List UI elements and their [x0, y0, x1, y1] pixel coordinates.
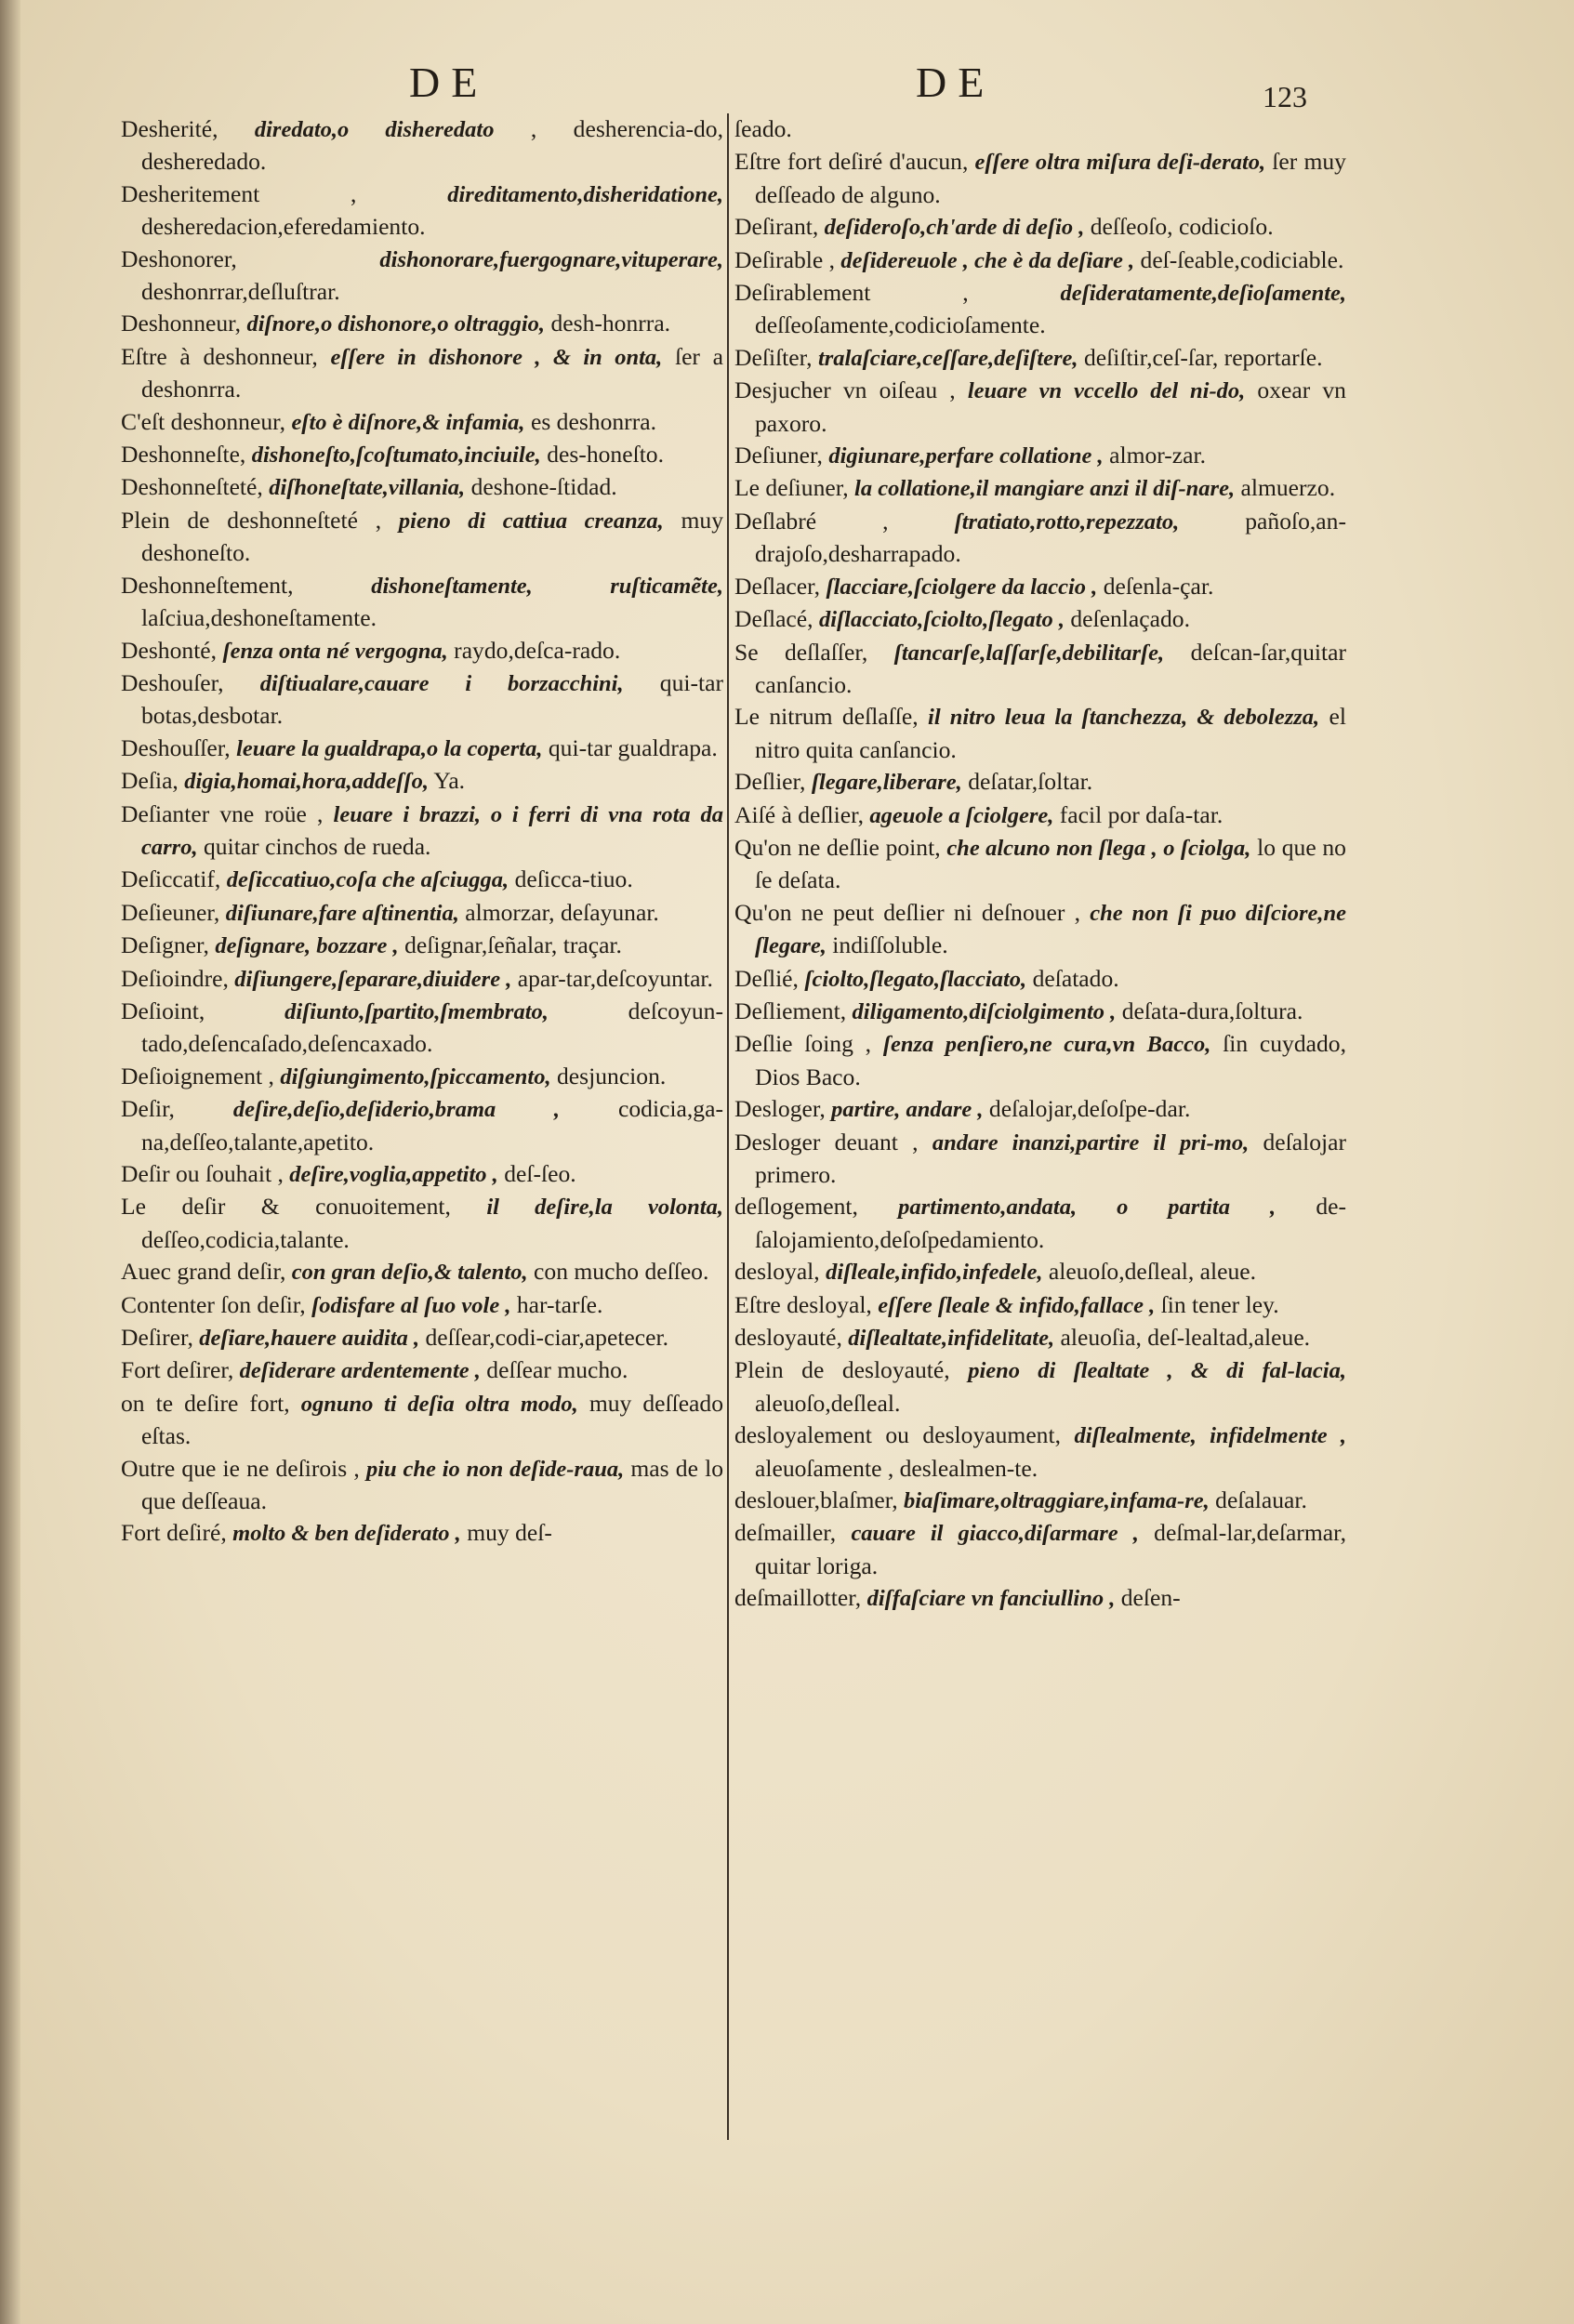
headword: Deſlie ſoing , [734, 1030, 872, 1058]
spanish-gloss: desjuncion. [557, 1062, 667, 1089]
spanish-gloss: deſata-dura,ſoltura. [1121, 997, 1303, 1024]
spanish-gloss: almor-zar. [1109, 442, 1207, 469]
headword: Deſirablement , [734, 279, 969, 307]
spanish-gloss: es deshonrra. [530, 407, 656, 435]
italian-gloss: diſlacciato,ſciolto,ſlegato , [818, 607, 1065, 633]
italian-gloss: ſtratiato,rotto,repezzato, [954, 508, 1180, 535]
italian-gloss: il deſire,la volonta, [486, 1195, 723, 1221]
spanish-gloss: deſcoyun-tado,deſencaſado,deſencaxado. [141, 997, 723, 1058]
headword: Deshonté, [121, 636, 218, 664]
dictionary-entry [734, 1354, 1346, 1419]
headword: deslouer,blaſmer, [734, 1486, 898, 1514]
headword: on te deſire fort, [121, 1389, 290, 1417]
headword: Deſirer, [121, 1324, 193, 1352]
italian-gloss: partire, andare , [831, 1097, 984, 1123]
italian-gloss: diſgiungimento,ſpiccamento, [280, 1063, 551, 1089]
italian-gloss: ageuole a ſciolgere, [869, 802, 1054, 828]
spanish-gloss: codicia,ga-na,deſſeo,talante,apetito. [141, 1095, 723, 1155]
headword: Deſir ou ſouhait , [121, 1160, 284, 1187]
headword: Deshonneſteté, [121, 473, 263, 501]
dictionary-entry [734, 963, 1346, 996]
italian-gloss: eſſere in dishonore , & in onta, [330, 344, 663, 370]
spanish-gloss: muy deſſeado eſtas. [141, 1389, 724, 1450]
left-column [121, 113, 723, 1551]
spanish-gloss: ſeado. [734, 115, 792, 142]
dictionary-entry [734, 440, 1346, 472]
headword: Le nitrum deſlaſſe, [734, 703, 919, 731]
spanish-gloss: con mucho deſſeo. [534, 1258, 709, 1286]
headword: Deshonneſtement, [121, 571, 294, 599]
italian-gloss: deſidereuole , che è da deſiare , [840, 247, 1135, 273]
spanish-gloss: deſſeoſamente,codicioſamente. [755, 311, 1046, 339]
headword: Aiſé à deſlier, [734, 800, 864, 828]
headword: Outre que ie ne deſirois , [121, 1454, 360, 1482]
italian-gloss: ſenza onta né vergogna, [222, 638, 448, 664]
italian-gloss: digia,homai,hora,addeſſo, [184, 769, 429, 795]
headword: Le deſiuner, [734, 474, 849, 502]
spanish-gloss: deſ-ſeo. [504, 1160, 576, 1187]
spanish-gloss: deſſeoſo, codicioſo. [1090, 213, 1274, 241]
italian-gloss: piu che io non deſide-raua, [365, 1456, 625, 1482]
italian-gloss: direditamento,disheridatione, [447, 181, 723, 207]
dictionary-entry [734, 113, 1346, 146]
dictionary-entry [121, 930, 723, 962]
spanish-gloss: deſſeo,codicia,talante. [141, 1225, 350, 1253]
dictionary-entry [121, 733, 723, 765]
headword: Deſlier, [734, 768, 806, 796]
italian-gloss: diligamento,diſciolgimento , [852, 998, 1117, 1024]
italian-gloss: diſiunto,ſpartito,ſmembrato, [284, 998, 549, 1024]
spanish-gloss: deſ-ſeable,codiciable. [1140, 245, 1344, 273]
italian-gloss: leuare i brazzi, o i ferri di vna rota da carro, [141, 801, 723, 860]
spanish-gloss: deſalauar. [1215, 1486, 1307, 1514]
italian-gloss: che non ſi puo diſciore,ne ſlegare, [755, 900, 1346, 959]
dictionary-entry [734, 342, 1346, 375]
dictionary-entry [121, 1289, 723, 1322]
italian-gloss: deſire,voglia,appetito , [289, 1162, 498, 1187]
spanish-gloss: deſalojar,deſoſpe-dar. [988, 1095, 1191, 1123]
headword: Deſioint, [121, 997, 205, 1024]
spanish-gloss: almuerzo. [1240, 474, 1336, 502]
headword: desloyalement ou desloyaument, [734, 1421, 1061, 1449]
italian-gloss: diſfaſciare vn fanciullino , [866, 1586, 1116, 1612]
dictionary-entry [121, 1322, 723, 1354]
dictionary-entry [121, 635, 723, 667]
italian-gloss: il nitro leua la ſtanchezza, & debolezza, [928, 705, 1320, 731]
headword: Plein de deshonneſteté , [121, 506, 382, 534]
italian-gloss: deſiderare ardentemente , [239, 1358, 481, 1384]
headword: Deſliement, [734, 997, 847, 1024]
italian-gloss: che alcuno non ſlega , o ſciolga, [946, 835, 1251, 861]
italian-gloss: diſnore,o dishonore,o oltraggio, [246, 311, 546, 337]
headword: Auec grand deſir, [121, 1258, 286, 1286]
spanish-gloss: deſicca-tiuo. [514, 865, 633, 893]
spanish-gloss: deſatado. [1032, 964, 1119, 992]
dictionary-entry [121, 308, 723, 340]
italian-gloss: ognuno ti deſia oltra modo, [300, 1391, 578, 1417]
spanish-gloss: quitar cinchos de rueda. [203, 832, 431, 860]
headword: Deſirable , [734, 245, 836, 273]
headword: Plein de desloyauté, [734, 1356, 950, 1384]
headword: Eſtre à deshonneur, [121, 342, 318, 370]
headword: Desheritement , [121, 179, 357, 207]
spanish-gloss: desh-honrra. [550, 310, 671, 337]
headword: Deſlacer, [734, 572, 821, 600]
italian-gloss: andare inanzi,partire il pri-mo, [932, 1129, 1250, 1155]
dictionary-entry [734, 637, 1346, 702]
dictionary-entry [121, 799, 723, 865]
italian-gloss: leuare la gualdrapa,o la coperta, [236, 735, 543, 761]
column-divider [727, 113, 729, 2140]
dictionary-entry [734, 1028, 1346, 1093]
dictionary-entry [121, 113, 723, 178]
italian-gloss: deſideratamente,deſioſamente, [1060, 281, 1346, 307]
headword: Deſlacé, [734, 605, 813, 633]
headword: Deshonneur, [121, 310, 242, 337]
spanish-gloss: ſer a deshonrra. [141, 342, 723, 403]
spanish-gloss: des-honeſto. [547, 441, 664, 469]
dictionary-entry [734, 146, 1346, 211]
spanish-gloss: Ya. [433, 767, 466, 795]
dictionary-entry [121, 1354, 723, 1387]
spanish-gloss: laſciua,deshoneſtamente. [141, 604, 377, 632]
dictionary-entry [121, 1256, 723, 1288]
dictionary-entry [734, 1322, 1346, 1354]
dictionary-entry [734, 603, 1346, 636]
spanish-gloss: pañoſo,an-drajoſo,desharrapado. [755, 507, 1346, 568]
headword: Qu'on ne deſlie point, [734, 833, 941, 861]
spanish-gloss: aleuoſia, deſ-lealtad,aleue. [1060, 1324, 1311, 1352]
dictionary-entry [121, 471, 723, 504]
dictionary-entry [734, 1582, 1346, 1615]
spanish-gloss: aleuoſo,deſleal. [755, 1389, 901, 1417]
italian-gloss: con gran deſio,& talento, [291, 1260, 528, 1286]
italian-gloss: dishoneſto,ſcoſtumato,inciuile, [251, 442, 541, 469]
italian-gloss: deſiccatiuo,coſa che aſciugga, [226, 867, 509, 893]
italian-gloss: diſtiualare,cauare i borzacchini, [259, 670, 624, 696]
italian-gloss: ſlacciare,ſciolgere da laccio , [826, 574, 1098, 600]
headword: deſlogement, [734, 1193, 858, 1221]
spanish-gloss: deſatar,ſoltar. [968, 768, 1093, 796]
headword: deſmailler, [734, 1519, 837, 1547]
spanish-gloss: deſſear mucho. [486, 1356, 628, 1384]
headword: Se deſlaſſer, [734, 638, 868, 666]
headword: Deſiccatif, [121, 865, 221, 893]
spanish-gloss: el nitro quita canſancio. [755, 703, 1347, 763]
spanish-gloss: ſin tener ley. [1160, 1290, 1279, 1318]
italian-gloss: deſiare,hauere auidita , [199, 1326, 420, 1352]
headword: Desjucher vn oiſeau , [734, 376, 956, 404]
dictionary-entry [121, 1158, 723, 1191]
spanish-gloss: deſenla-çar. [1103, 572, 1214, 600]
headword: Deſirant, [734, 213, 819, 241]
italian-gloss: deſignare, bozzare , [215, 933, 399, 959]
dictionary-entry [121, 963, 723, 996]
italian-gloss: tralaſciare,ceſſare,deſiſtere, [817, 345, 1078, 371]
dictionary-entry [121, 864, 723, 896]
headword: Deshonorer, [121, 244, 237, 272]
dictionary-entry [121, 406, 723, 439]
spanish-gloss: ſer muy deſſeado de alguno. [755, 148, 1346, 208]
dictionary-entry [121, 341, 723, 406]
spanish-gloss: lo que no ſe deſata. [755, 833, 1346, 894]
spanish-gloss: deſmal-lar,deſarmar, quitar loriga. [755, 1519, 1346, 1579]
dictionary-entry [734, 766, 1346, 799]
italian-gloss: ſenza penſiero,ne cura,vn Bacco, [882, 1032, 1211, 1058]
headword: Qu'on ne peut deſlier ni deſnouer , [734, 898, 1081, 926]
spanish-gloss: deſignar,ſeñalar, traçar. [404, 931, 622, 959]
dictionary-entry [734, 472, 1346, 505]
spanish-gloss: indiſſoluble. [832, 931, 948, 959]
headword: Deſiuner, [734, 442, 823, 469]
dictionary-entry [734, 1093, 1346, 1126]
spanish-gloss: qui-tar botas,desbotar. [141, 668, 723, 730]
italian-gloss: pieno di cattiua creanza, [398, 508, 664, 534]
dictionary-entry [121, 1453, 723, 1518]
spanish-gloss: desheredacion,eferedamiento. [141, 213, 426, 241]
headword: Deſiſter, [734, 343, 813, 371]
headword: Desloger deuant , [734, 1128, 919, 1155]
right-column [734, 113, 1346, 1616]
page-edge-shadow [0, 0, 20, 2324]
dictionary-entry [734, 1485, 1346, 1517]
spanish-gloss: muy deſ- [467, 1519, 552, 1547]
italian-gloss: dishonorare,fuergognare,vituperare, [379, 246, 723, 272]
dictionary-entry [121, 439, 723, 471]
headword: Desloger, [734, 1095, 826, 1123]
dictionary-entry [121, 667, 723, 733]
dictionary-entry [121, 244, 723, 309]
spanish-gloss: muy deshoneſto. [141, 506, 723, 567]
dictionary-entry [734, 832, 1346, 897]
dictionary-entry [734, 1419, 1346, 1485]
spanish-gloss: oxear vn paxoro. [755, 376, 1346, 437]
headword: Deſir, [121, 1095, 175, 1123]
italian-gloss: eſſere oltra miſura deſi-derato, [974, 150, 1266, 176]
italian-gloss: diſiungere,ſeparare,diuidere , [234, 966, 512, 992]
spanish-gloss: aleuoſo,deſleal, aleue. [1048, 1258, 1257, 1286]
italian-gloss: diſleale,infido,infedele, [826, 1260, 1043, 1286]
headword: Deshouſer, [121, 668, 224, 696]
dictionary-entry [121, 897, 723, 930]
headword: Contenter ſon deſir, [121, 1290, 306, 1318]
italian-gloss: eſto è diſnore,& infamia, [291, 409, 525, 435]
spanish-gloss: de-ſalojamiento,deſoſpedamiento. [755, 1193, 1347, 1253]
dictionary-entry [121, 765, 723, 798]
spanish-gloss: deſiſtir,ceſ-ſar, reportarſe. [1083, 343, 1323, 371]
headword: Deſlié, [734, 964, 799, 992]
italian-gloss: deſire,deſio,deſiderio,brama , [232, 1097, 561, 1123]
dictionary-entry [734, 277, 1346, 342]
dictionary-entry [734, 571, 1346, 603]
spanish-gloss: deshonrrar,deſluſtrar. [141, 278, 340, 306]
dictionary-entry [734, 897, 1346, 963]
headword: desloyauté, [734, 1324, 842, 1352]
dictionary-entry [734, 1256, 1346, 1288]
headword: Deshouſſer, [121, 733, 231, 761]
italian-gloss: diſlealtate,infidelitate, [848, 1326, 1055, 1352]
spanish-gloss: raydo,deſca-rado. [454, 636, 621, 664]
dictionary-entry [734, 244, 1346, 277]
spanish-gloss: ſin cuydado, Dios Baco. [755, 1030, 1346, 1090]
italian-gloss: diſhoneſtate,villania, [269, 475, 466, 501]
italian-gloss: biaſimare,oltraggiare,infama-re, [904, 1488, 1210, 1514]
dictionary-entry [121, 1191, 723, 1256]
spanish-gloss: , desherencia-do, desheredado. [141, 115, 723, 176]
headword: Deſia, [121, 767, 179, 795]
headword: Deſieuner, [121, 898, 220, 926]
italian-gloss: ſtancarſe,laſſarſe,debilitarſe, [893, 640, 1165, 666]
italian-gloss: eſſere ſleale & infido,fallace , [878, 1292, 1156, 1318]
dictionary-entry [734, 1517, 1346, 1582]
italian-gloss: partimento,andata, o partita , [898, 1195, 1276, 1221]
headword: Fort deſirer, [121, 1356, 234, 1384]
spanish-gloss: aleuoſamente , deslealmen-te. [755, 1454, 1038, 1482]
headword: Le deſir & conuoitement, [121, 1193, 451, 1221]
italian-gloss: deſideroſo,ch'arde di deſio , [824, 215, 1085, 241]
spanish-gloss: qui-tar gualdrapa. [548, 733, 718, 761]
headword: Deſigner, [121, 931, 209, 959]
italian-gloss: diredato,o disheredato [254, 117, 495, 142]
spanish-gloss: har-tarſe. [516, 1290, 603, 1318]
spanish-gloss: deshone-ſtidad. [470, 473, 617, 501]
italian-gloss: la collatione,il mangiare anzi il diſ-nare, [854, 476, 1236, 502]
headword: C'eſt deshonneur, [121, 407, 286, 435]
dictionary-entry [734, 375, 1346, 440]
headword: Deſioindre, [121, 964, 229, 992]
dictionary-entry [121, 1093, 723, 1158]
headword: Fort deſiré, [121, 1519, 227, 1547]
headword: Deſioignement , [121, 1062, 274, 1089]
headword: Deſianter vne roüe , [121, 799, 324, 827]
italian-gloss: diſiunare,fare aſtinentia, [225, 900, 459, 926]
dictionary-entry [734, 701, 1346, 766]
italian-gloss: leuare vn vccello del ni-do, [967, 378, 1246, 404]
dictionary-entry [734, 996, 1346, 1028]
left-running-head: DE [409, 59, 489, 106]
italian-gloss: ſciolto,ſlegato,ſlacciato, [804, 966, 1027, 992]
dictionary-entry [734, 1289, 1346, 1322]
headword: Eſtre desloyal, [734, 1290, 872, 1318]
dictionary-entry [121, 1517, 723, 1550]
italian-gloss: ſlegare,liberare, [811, 770, 962, 796]
spanish-gloss: almorzar, deſayunar. [465, 898, 659, 926]
dictionary-entry [734, 1127, 1346, 1192]
italian-gloss: molto & ben deſiderato , [232, 1521, 461, 1547]
dictionary-entry [121, 178, 723, 244]
spanish-gloss: deſſear,codi-ciar,apetecer. [425, 1324, 669, 1352]
headword: Eſtre fort deſiré d'aucun, [734, 148, 969, 176]
page-number: 123 [1263, 80, 1307, 113]
headword: desloyal, [734, 1258, 820, 1286]
italian-gloss: cauare il giacco,diſarmare , [851, 1521, 1139, 1547]
italian-gloss: dishoneſtamente, ruſticamẽte, [371, 573, 723, 599]
right-running-head: DE [916, 59, 996, 106]
spanish-gloss: deſcan-ſar,quitar canſancio. [755, 638, 1346, 698]
italian-gloss: diſlealmente, infidelmente , [1074, 1423, 1346, 1449]
spanish-gloss: facil por daſa-tar. [1059, 800, 1223, 828]
dictionary-entry [121, 570, 723, 635]
spanish-gloss: apar-tar,deſcoyuntar. [517, 964, 713, 992]
dictionary-entry [121, 1388, 723, 1453]
italian-gloss: ſodisfare al ſuo vole , [311, 1292, 511, 1318]
headword: Deshonneſte, [121, 441, 246, 469]
headword: Deſlabré , [734, 507, 889, 535]
dictionary-entry [734, 1191, 1346, 1256]
spanish-gloss: mas de lo que deſſeaua. [141, 1454, 723, 1515]
headword: deſmaillotter, [734, 1584, 862, 1612]
headword: Desherité, [121, 115, 218, 142]
dictionary-entry [121, 505, 723, 570]
dictionary-entry [734, 211, 1346, 244]
dictionary-entry [121, 1061, 723, 1093]
spanish-gloss: deſen- [1120, 1584, 1181, 1612]
italian-gloss: digiunare,perfare collatione , [828, 443, 1104, 469]
dictionary-entry [734, 506, 1346, 571]
spanish-gloss: deſalojar primero. [755, 1128, 1346, 1188]
italian-gloss: pieno di ſlealtate , & di fal-lacia, [968, 1358, 1346, 1384]
dictionary-entry [121, 996, 723, 1061]
dictionary-entry [734, 799, 1346, 832]
spanish-gloss: deſenlaçado. [1070, 605, 1190, 633]
